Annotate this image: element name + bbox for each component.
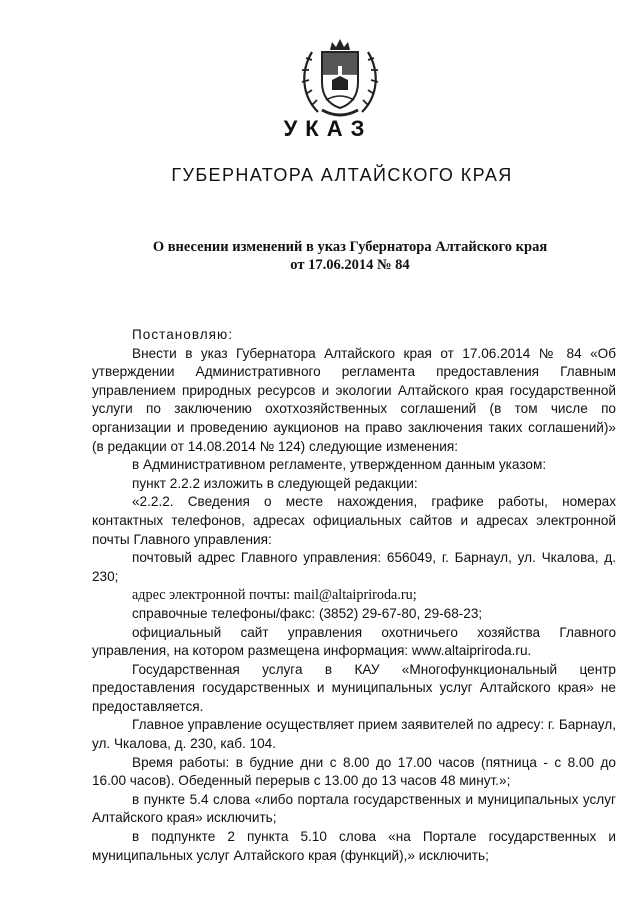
paragraph: пункт 2.2.2 изложить в следующей редакции: — [132, 475, 418, 491]
paragraph: почтовый адрес Главного управления: 656049, г. Барнаул, ул. Чкалова, д. 230; — [92, 550, 616, 584]
heading-line-1: О внесении изменений в указ Губернатора Алтайского края — [152, 239, 548, 255]
paragraph: Внести в указ Губернатора Алтайского края от 17.06.2014 № 84 «Об утверждении Административного регламента предоставления Главным управлением природных ресурсов и экологии Алтайского края государственной услуги по заключению охотхозяйственных соглашений (в том числе по организации и проведению аукционов на право заключения таких соглашений)» (в редакции от 14.08.2014 № 124) следующие изменения: — [92, 345, 616, 454]
paragraph: Время работы: в будние дни с 8.00 до 17.00 часов (пятница - с 8.00 до 16.00 часов). Обеденный перерыв с 13.00 до 13 часов 48 минут.»; — [92, 754, 616, 789]
paragraph: Постановляю: — [132, 327, 234, 342]
paragraph: справочные телефоны/факс: (3852) 29-67-80, 29-68-23; — [132, 605, 483, 621]
paragraph: адрес электронной почты: mail@altaipriroda.ru; — [132, 587, 417, 604]
paragraph: «2.2.2. Сведения о месте нахождения, графике работы, номерах контактных телефонов, адресах официальных сайтов и адресах электронной почты Главного управления: — [92, 494, 616, 547]
document-issuer: ГУБЕРНАТОРА АЛТАЙСКОГО КРАЯ — [171, 165, 513, 185]
paragraph: Главное управление осуществляет прием заявителей по адресу: г. Барнаул, ул. Чкалова, д. 230, каб. 104. — [92, 717, 616, 752]
paragraph: в пункте 5.4 слова «либо портала государственных и муниципальных услуг Алтайского края» исключить; — [92, 791, 616, 826]
document-title: УКАЗ — [283, 116, 373, 141]
paragraph: Государственная услуга в КАУ «Многофункциональный центр предоставления государственных и муниципальных услуг Алтайского края» не предоставляется. — [92, 661, 616, 714]
coat-of-arms-icon — [296, 30, 384, 122]
document-heading — [100, 238, 600, 274]
paragraph: официальный сайт управления охотничьего хозяйства Главного управления, на котором размещена информация: www.altaipriroda.ru. — [92, 624, 616, 659]
paragraph: в подпункте 2 пункта 5.10 слова «на Портале государственных и муниципальных услуг Алтайского края (функций),» исключить; — [92, 829, 616, 863]
document-body — [92, 326, 616, 865]
paragraph: в Административном регламенте, утвержденном данным указом: — [132, 457, 547, 473]
heading-line-2: от 17.06.2014 № 84 — [290, 257, 410, 273]
